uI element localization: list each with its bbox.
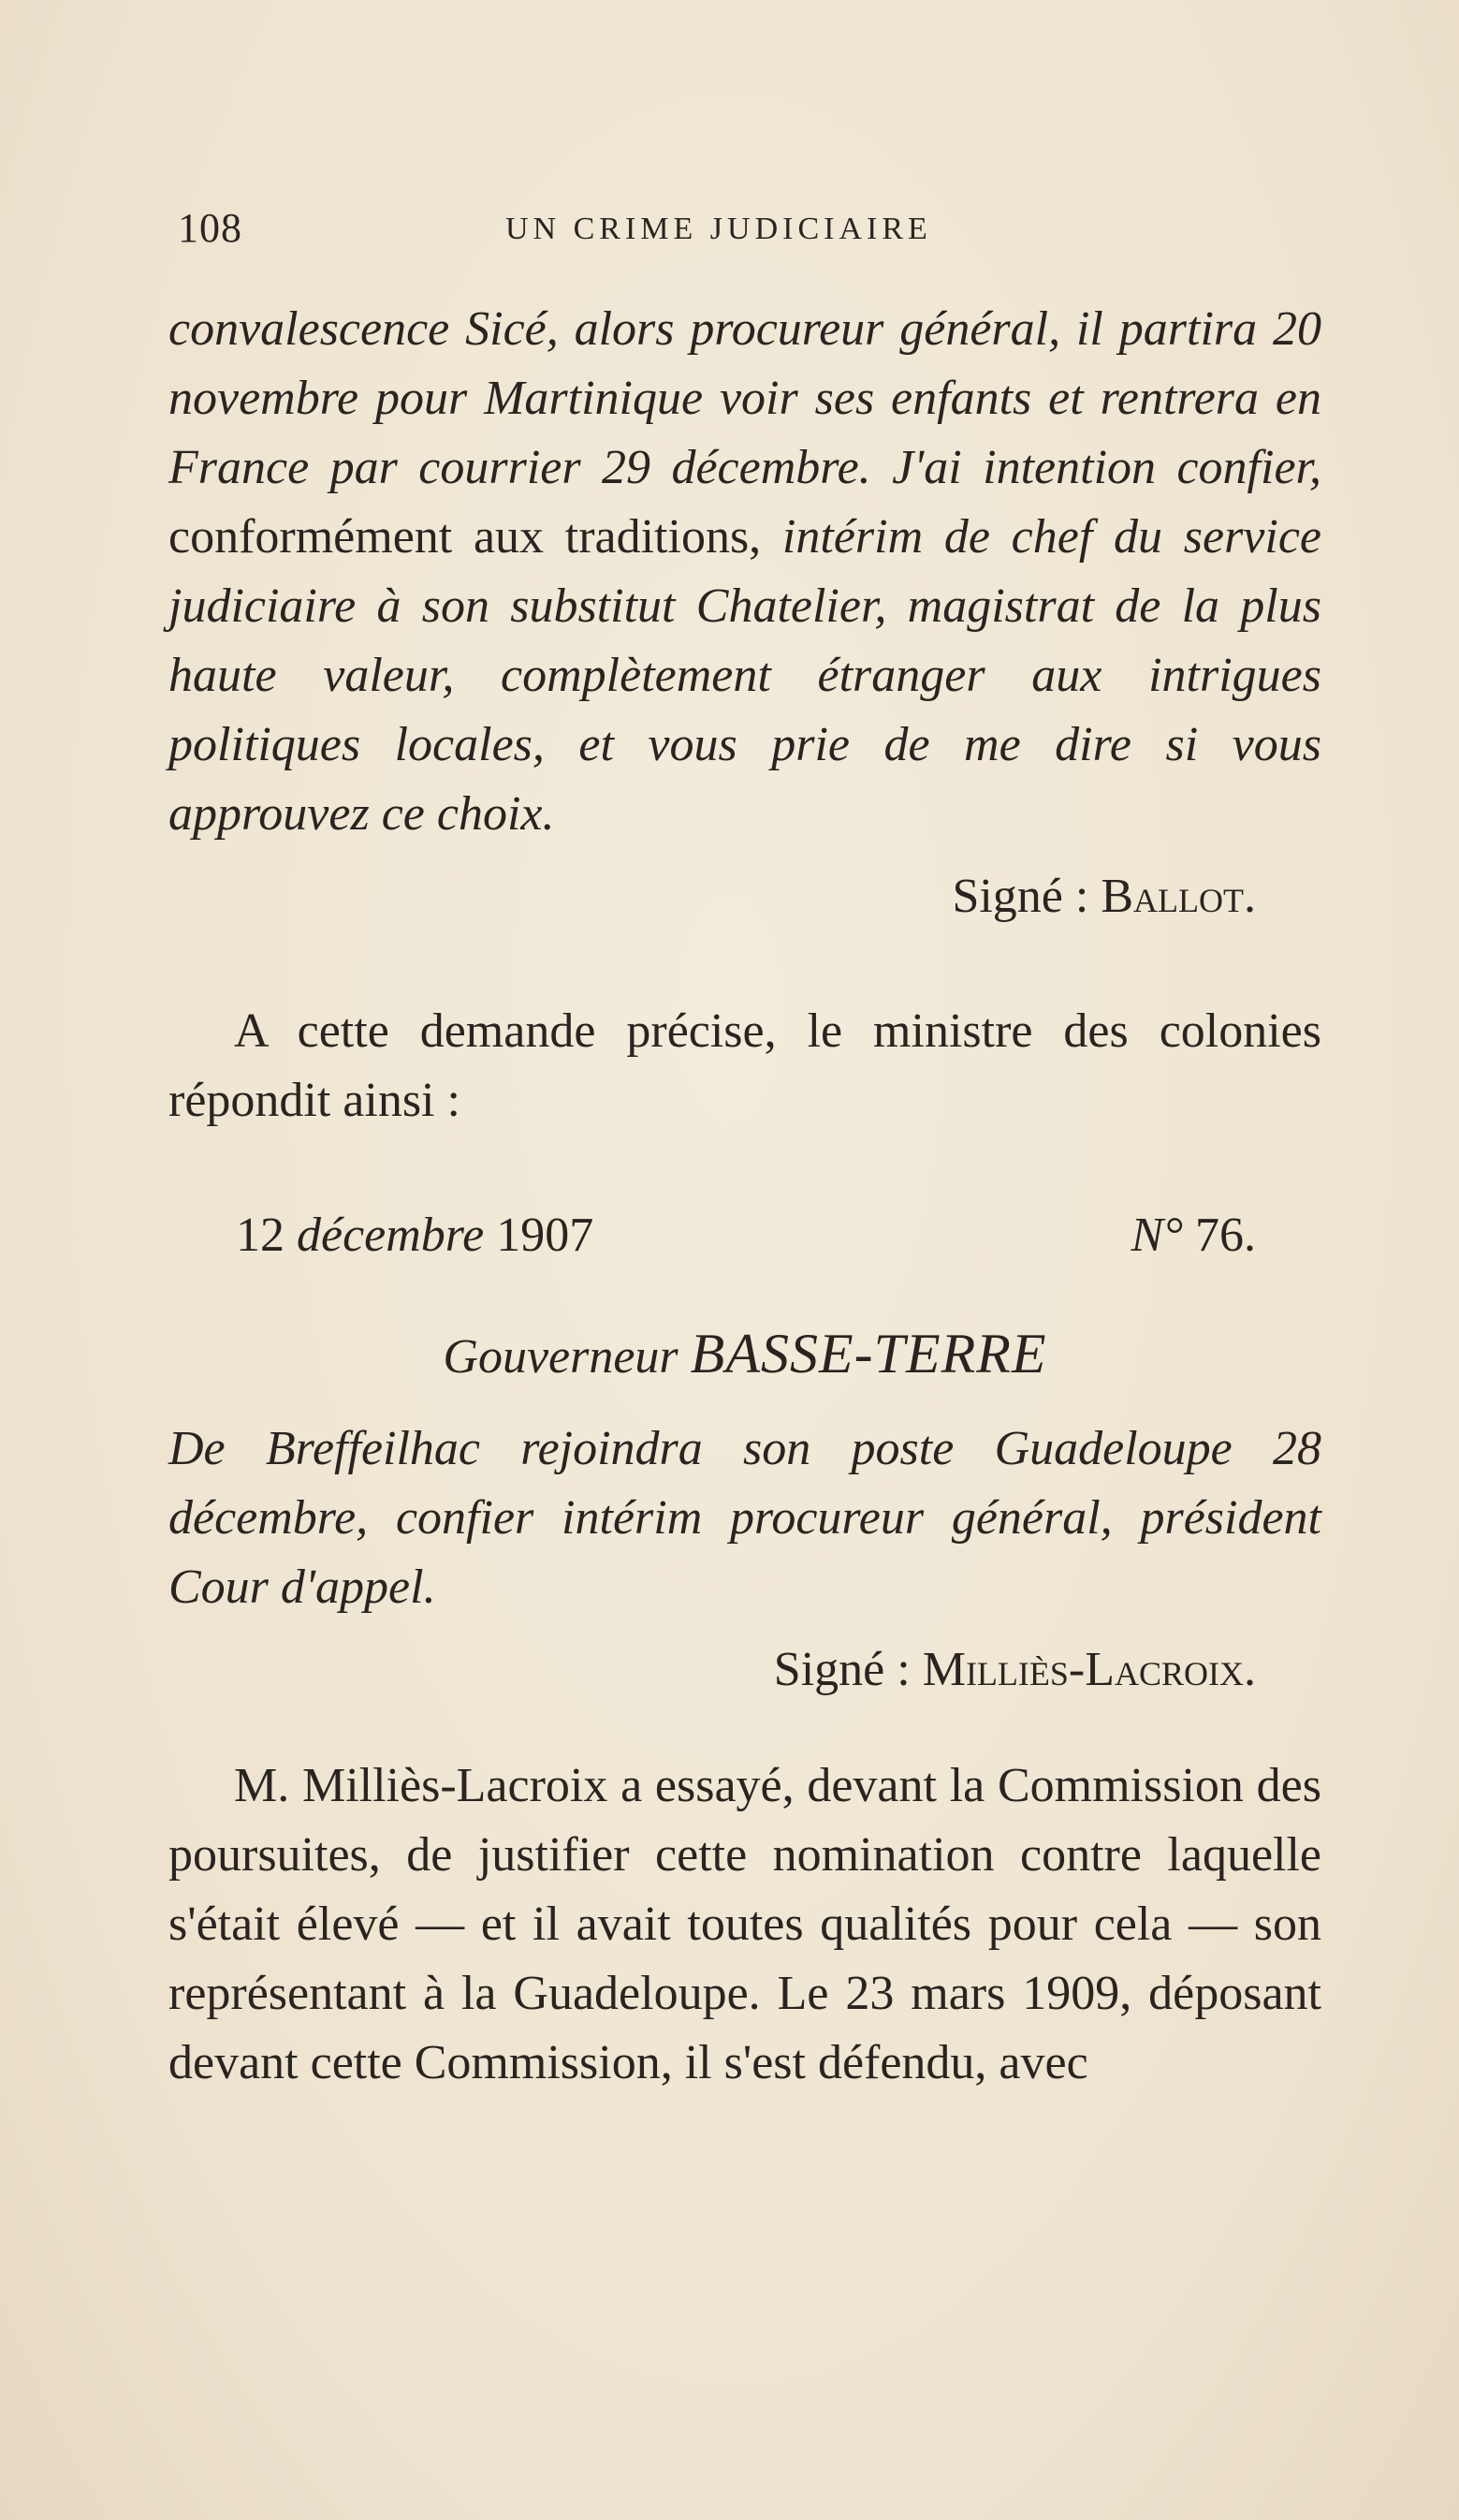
page-header [168,204,1329,260]
telegram-2-date: 12 décembre 1907 [236,1209,594,1262]
telegram-2-addressee: Gouverneur BASSE-TERRE [443,1323,1047,1385]
telegram-1-text: convalescence Sicé, alors procureur général, il partira 20 novembre pour Martinique voir ses enfants et rentrera en France par courrier 29 décembre. J'ai intention confier, conformément aux traditions, intérim de chef du service judiciaire à son substitut Chatelier, magistrat de la plus haute valeur, complètement étranger aux intrigues politiques locales, et vous prie de me dire si vous approuvez ce choix. [168,302,1321,841]
telegram-2-text: De Breffeilhac rejoindra son poste Guadeloupe 28 décembre, confier intérim procureur général, président Cour d'appel. [168,1422,1321,1614]
narrative-paragraph-2: M. Milliès-Lacroix a essayé, devant la Commission des poursuites, de justifier cette nomination contre laquelle s'était élevé — et il avait toutes qualités pour cela — son représentant à la Guadeloupe. Le 23 mars 1909, déposant devant cette Commission, il s'est défendu, avec [168,1759,1321,2089]
telegram-1-signature: Signé : Ballot. [952,870,1256,923]
telegram-2-dateline [168,1201,1321,1270]
running-title: UN CRIME JUDICIAIRE [505,212,932,246]
telegram-2-signature: Signé : Milliès-Lacroix. [773,1643,1256,1696]
page-number: 108 [178,205,242,251]
telegram-2-number: N° 76. [1131,1209,1256,1262]
body-text [168,295,1321,2098]
narrative-paragraph-1: A cette demande précise, le ministre des colonies répondit ainsi : [168,1004,1321,1127]
